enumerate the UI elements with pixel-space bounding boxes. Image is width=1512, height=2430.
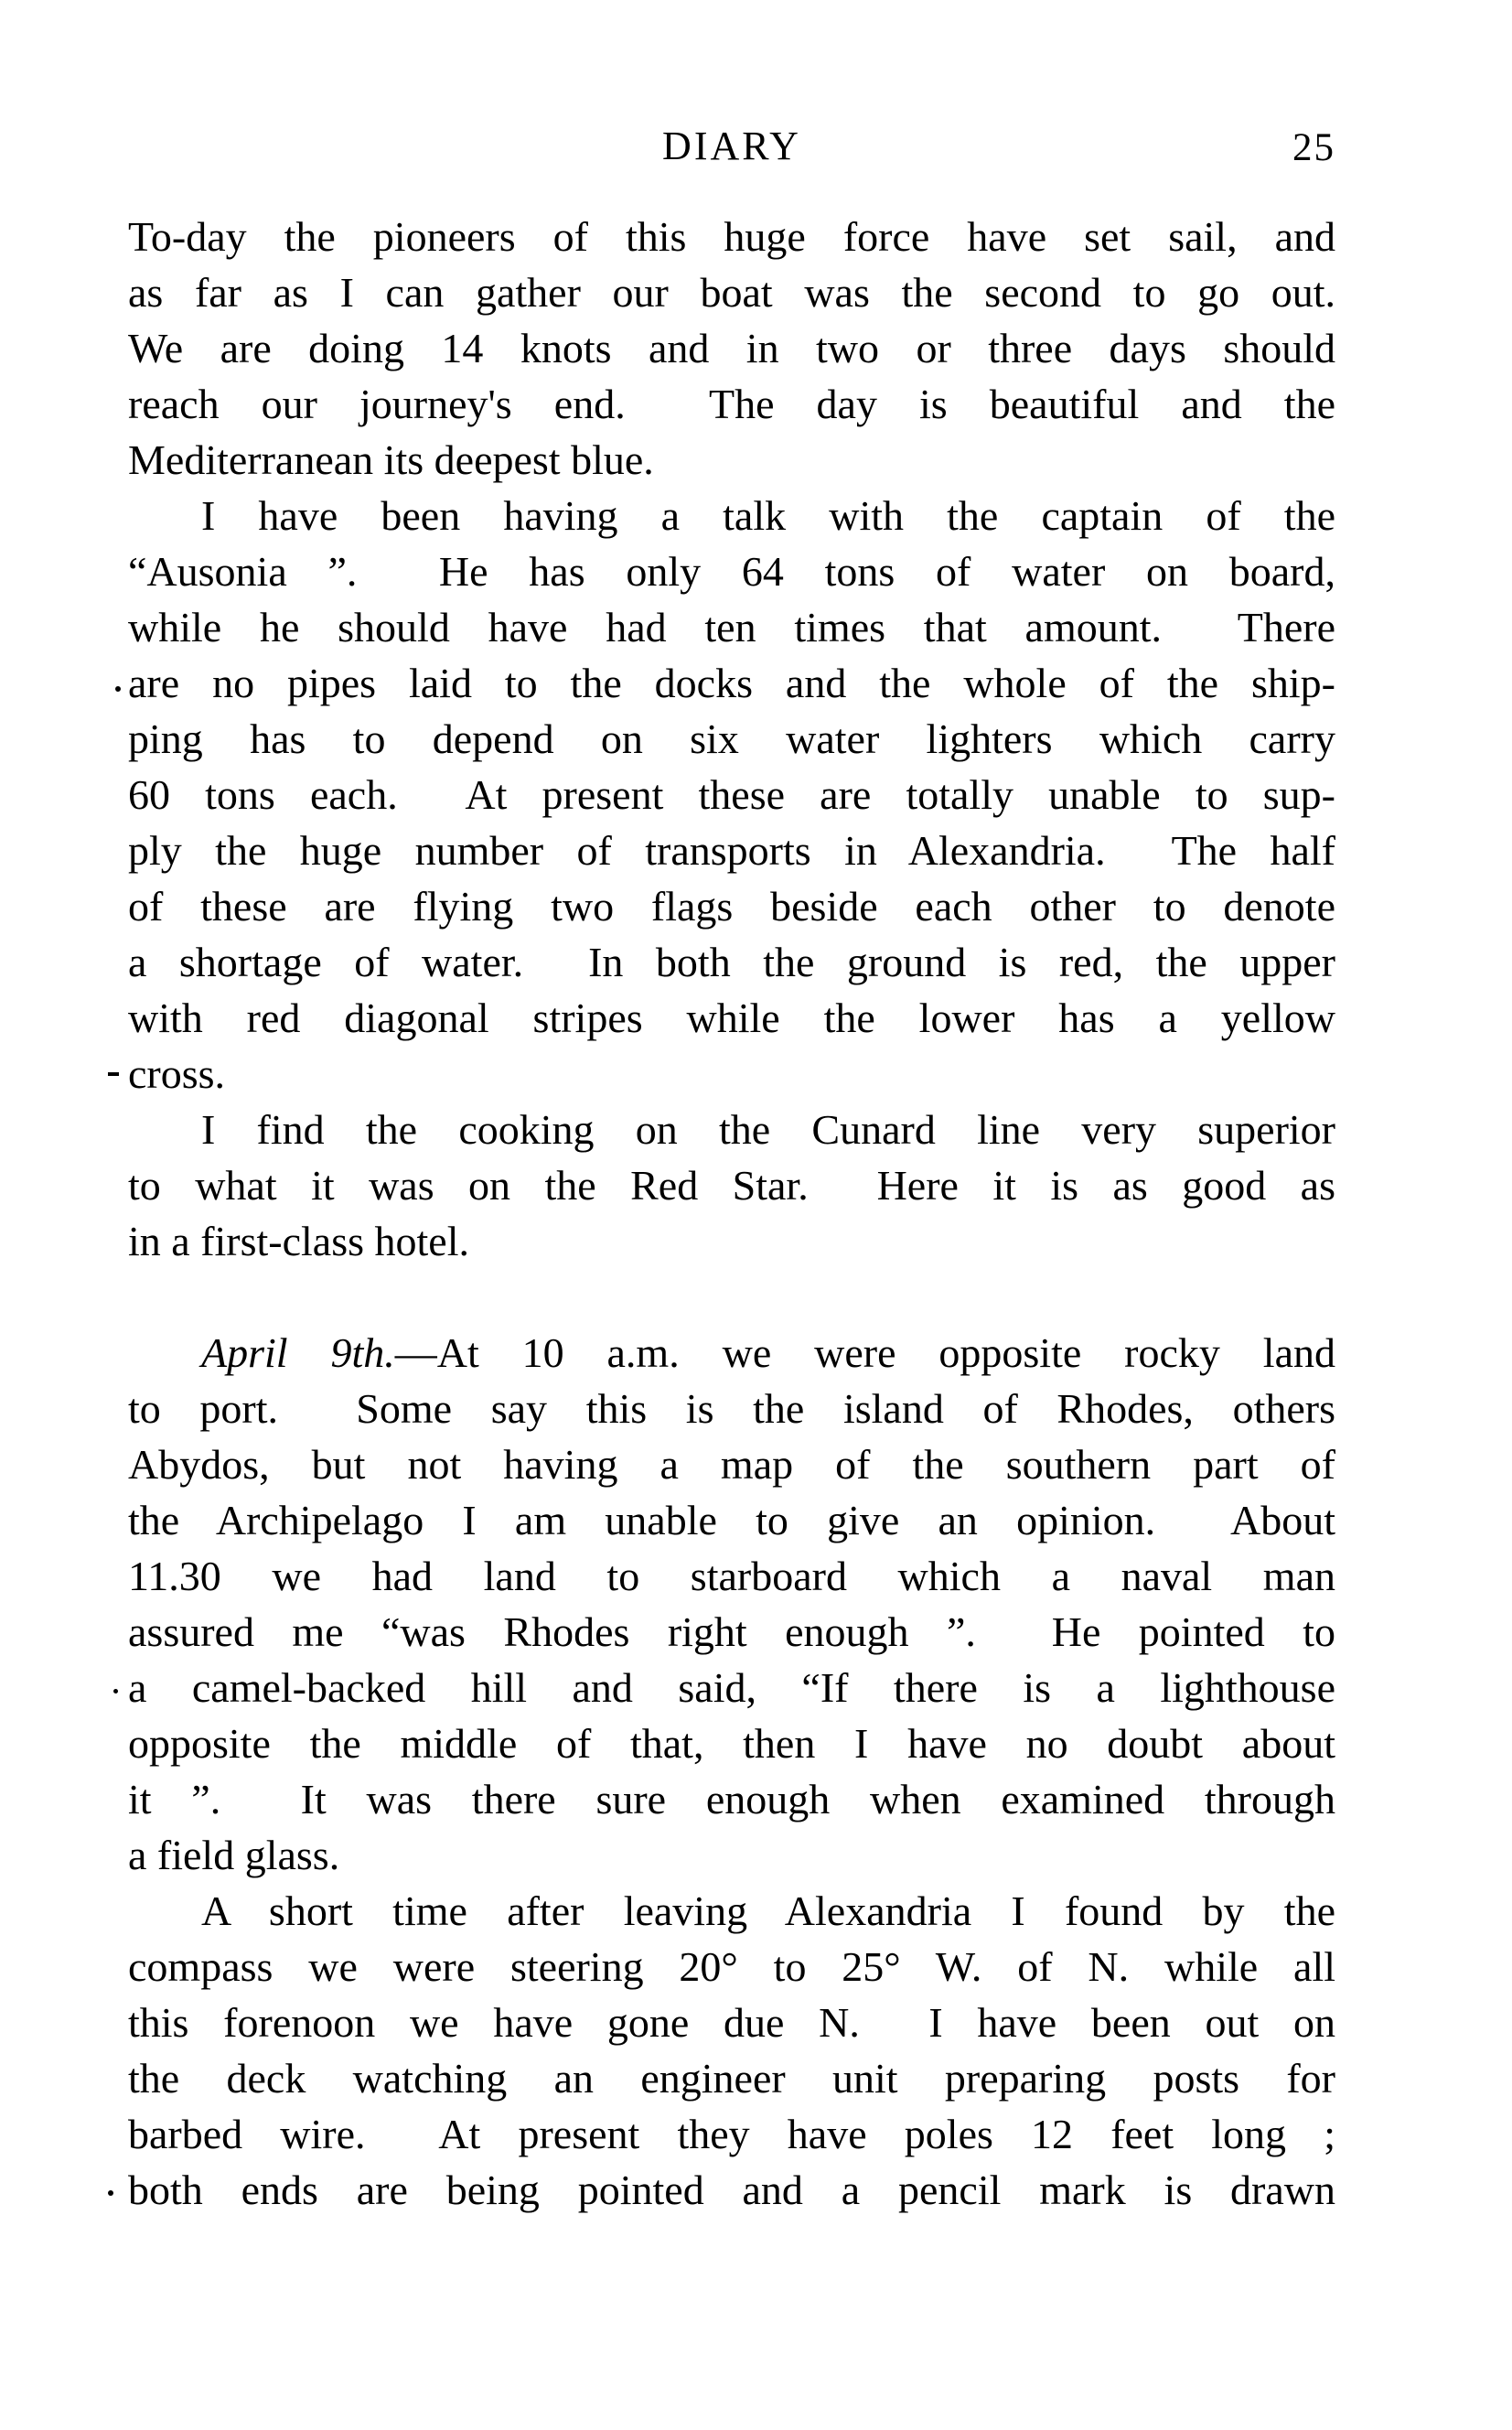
scan-speck bbox=[115, 686, 121, 692]
text-line: a field glass. bbox=[128, 1832, 340, 1878]
diary-text bbox=[128, 209, 1335, 2218]
text-line: barbed wire. At present they have poles 12 feet long ; bbox=[128, 2111, 1335, 2157]
text-line: A short time after leaving Alexandria I found by the bbox=[201, 1887, 1335, 1934]
text-line: “Ausonia ”. He has only 64 tons of water on board, bbox=[128, 548, 1335, 595]
text-line: Mediterranean its deepest blue. bbox=[128, 436, 654, 483]
text-line: to port. Some say this is the island of Rhodes, others bbox=[128, 1385, 1335, 1432]
text-line: 11.30 we had land to starboard which a naval man bbox=[128, 1553, 1335, 1599]
text-line: as far as I can gather our boat was the second to go out. bbox=[128, 269, 1335, 316]
text-line: 60 tons each. At present these are totally unable to sup- bbox=[128, 771, 1335, 818]
text-line: assured me “was Rhodes right enough ”. He pointed to bbox=[128, 1608, 1335, 1655]
text-line: compass we were steering 20° to 25° W. of N. while all bbox=[128, 1943, 1335, 1990]
text-line: Abydos, but not having a map of the southern part of bbox=[128, 1441, 1335, 1488]
text-line: the Archipelago I am unable to give an opinion. About bbox=[128, 1497, 1335, 1543]
scan-speck bbox=[113, 1689, 118, 1693]
text-line: To-day the pioneers of this huge force have set sail, and bbox=[128, 213, 1335, 260]
text-line: are no pipes laid to the docks and the whole of the ship- bbox=[128, 660, 1335, 706]
paragraph bbox=[128, 1325, 1335, 1883]
scan-speck bbox=[108, 2190, 113, 2196]
text-line-continuation: —At 10 a.m. we were opposite rocky land bbox=[394, 1329, 1335, 1376]
paragraph bbox=[128, 1102, 1335, 1269]
text-line: We are doing 14 knots and in two or three days should bbox=[128, 325, 1335, 371]
text-line: while he should have had ten times that amount. There bbox=[128, 604, 1335, 651]
entry-date: April 9th. bbox=[201, 1329, 395, 1376]
page-number: 25 bbox=[1292, 126, 1335, 169]
text-line: it ”. It was there sure enough when examined through bbox=[128, 1776, 1335, 1822]
text-line: I have been having a talk with the captain of the bbox=[201, 492, 1335, 539]
text-line: in a first-class hotel. bbox=[128, 1218, 470, 1264]
text-line: opposite the middle of that, then I have no doubt about bbox=[128, 1720, 1335, 1767]
paragraph bbox=[128, 209, 1335, 488]
text-line: a shortage of water. In both the ground is red, the upper bbox=[128, 939, 1335, 985]
scan-speck bbox=[108, 1072, 119, 1076]
text-line bbox=[128, 1325, 1335, 1381]
text-line: reach our journey's end. The day is beautiful and the bbox=[128, 381, 1335, 427]
text-line: cross. bbox=[128, 1050, 226, 1097]
text-line: a camel-backed hill and said, “If there is a lighthouse bbox=[128, 1664, 1335, 1711]
text-line: of these are flying two flags beside each other to denote bbox=[128, 883, 1335, 930]
text-line: I find the cooking on the Cunard line very superior bbox=[201, 1106, 1335, 1153]
page-header-title: DIARY bbox=[662, 124, 801, 168]
text-line: ping has to depend on six water lighters which carry bbox=[128, 715, 1335, 762]
text-line: to what it was on the Red Star. Here it is as good as bbox=[128, 1162, 1335, 1209]
paragraph bbox=[128, 488, 1335, 1102]
text-line: this forenoon we have gone due N. I have been out on bbox=[128, 1999, 1335, 2046]
running-head bbox=[128, 126, 1335, 177]
text-line: ply the huge number of transports in Alexandria. The half bbox=[128, 827, 1335, 874]
paragraph bbox=[128, 1883, 1335, 2218]
text-line: with red diagonal stripes while the lower has a yellow bbox=[128, 995, 1335, 1041]
text-line: the deck watching an engineer unit preparing posts for bbox=[128, 2055, 1335, 2102]
text-line: both ends are being pointed and a pencil mark is drawn bbox=[128, 2167, 1335, 2213]
